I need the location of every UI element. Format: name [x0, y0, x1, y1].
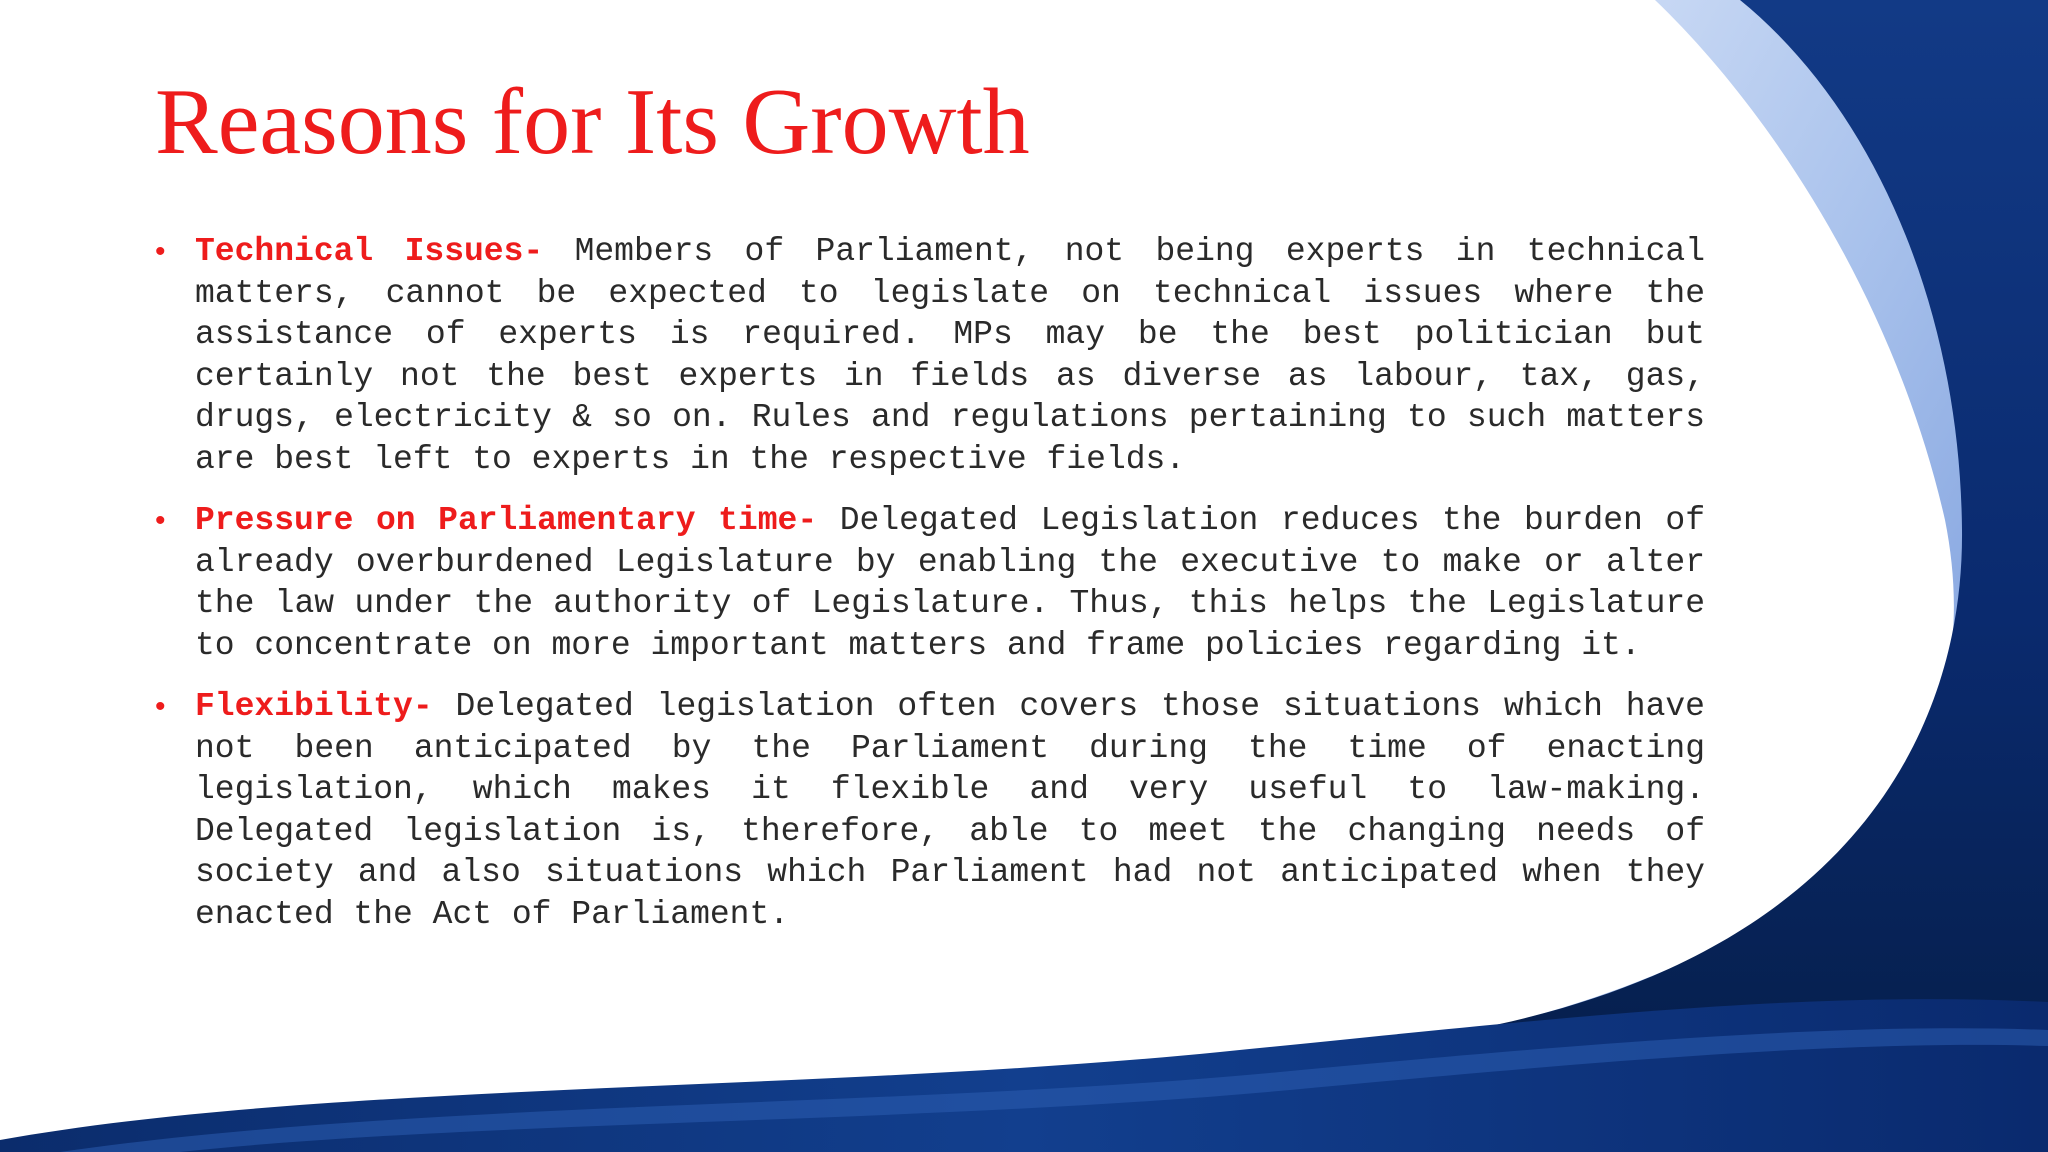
bullet-body: Delegated Legislation reduces the burden of already overburdened Legislature by enabling the executive to make or alter the law under the authority of Legislature. Thus, this helps the Legislature to concentrate on more important matters and frame policies regarding it. [195, 502, 1705, 664]
bullet-body: Delegated legislation often covers those situations which have not been anticipated by the Parliament during the time of enacting legislation, which makes it flexible and very useful to law-making. Delegated legislation is, therefore, able to meet the changing needs of society and also situations which Parliament had not anticipated when they enacted the Act of Parliament. [195, 688, 1705, 933]
bullet-body: Members of Parliament, not being experts in technical matters, cannot be expected to legislate on technical issues where the assistance of experts is required. MPs may be the best politician but certainly not the best experts in fields as diverse as labour, tax, gas, drugs, electricity & so on. Rules and regulations pertaining to such matters are best left to experts in the respective fields. [195, 233, 1706, 478]
bullet-flexibility [155, 686, 1705, 935]
bullet-term: Flexibility- [195, 688, 433, 725]
bullet-icon: • [155, 235, 166, 268]
slide-title: Reasons for Its Growth [155, 70, 1030, 174]
bullet-icon: • [155, 690, 166, 723]
bullet-paragraph [195, 500, 1705, 666]
bullet-term: Pressure on Parliamentary time- [195, 502, 818, 539]
bullet-icon: • [155, 504, 166, 537]
bullet-pressure-on-parliamentary-time [155, 500, 1705, 666]
bullet-technical-issues [155, 231, 1705, 480]
bullet-term: Technical Issues- [195, 233, 544, 270]
bullet-paragraph [195, 686, 1705, 935]
bullet-paragraph [195, 231, 1705, 480]
bullet-list [155, 231, 1705, 955]
